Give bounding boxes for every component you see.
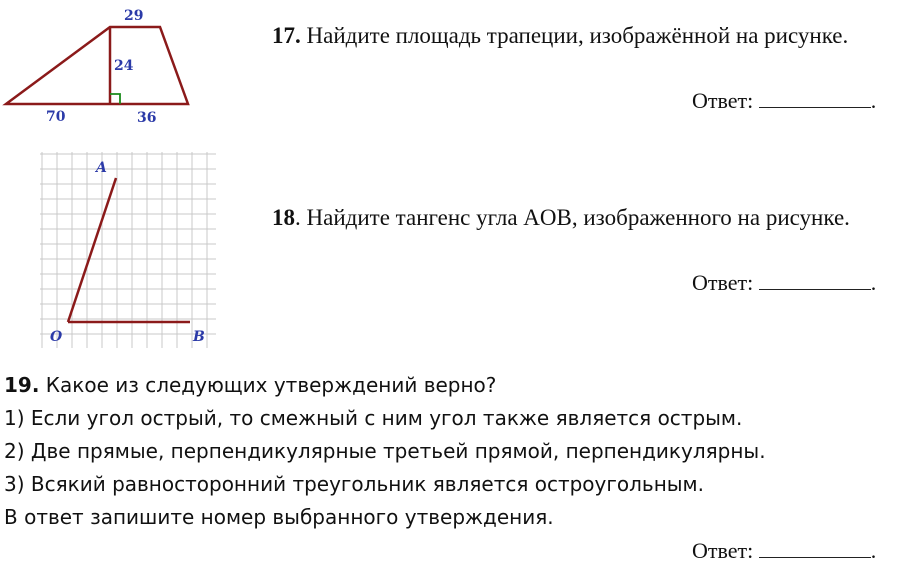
answer-label: Ответ: [692,270,754,295]
task17-text [272,22,900,50]
answer-blank[interactable] [759,271,871,290]
task19-number: 19. [4,373,40,397]
task17-question: Найдите площадь трапеции, изображённой на рисунке. [306,23,849,48]
task19-instruction: В ответ запишите номер выбранного утверждения. [4,505,554,529]
grid-lines [40,152,216,348]
task18-question: . Найдите тангенс угла AOB, изображенного на рисунке. [295,205,850,230]
task19-option-2: 2) Две прямые, перпендикулярные третьей прямой, перпендикулярны. [4,439,766,463]
task17-answer: Ответ: . [692,88,877,113]
answer-label: Ответ: [692,88,754,113]
point-a-label: A [96,160,107,176]
task19-question [4,369,766,402]
right-segment-label: 36 [137,110,157,126]
task17-number: 17. [272,23,301,48]
answer-blank[interactable] [759,89,871,108]
task18-number: 18 [272,205,295,230]
task19-block [4,369,766,534]
task19-answer: Ответ: . [692,538,877,563]
point-o-label: O [50,329,63,345]
task18-text [272,204,900,232]
ray-oa [68,178,116,322]
point-b-label: B [193,329,205,345]
right-angle-mark [110,94,120,104]
height-label: 24 [114,58,134,74]
task19-option-3: 3) Всякий равносторонний треугольник является остроугольным. [4,472,704,496]
trapezoid-shape [6,27,188,104]
angle-grid-figure [38,150,220,350]
answer-blank[interactable] [759,539,871,558]
task18-answer: Ответ: . [692,270,877,295]
task19-question-text: Какое из следующих утверждений верно? [45,373,497,397]
answer-label: Ответ: [692,538,754,563]
task19-option-1: 1) Если угол острый, то смежный с ним угол также является острым. [4,406,743,430]
top-base-label: 29 [124,8,144,24]
left-segment-label: 70 [46,109,66,125]
trapezoid-figure [0,0,200,135]
